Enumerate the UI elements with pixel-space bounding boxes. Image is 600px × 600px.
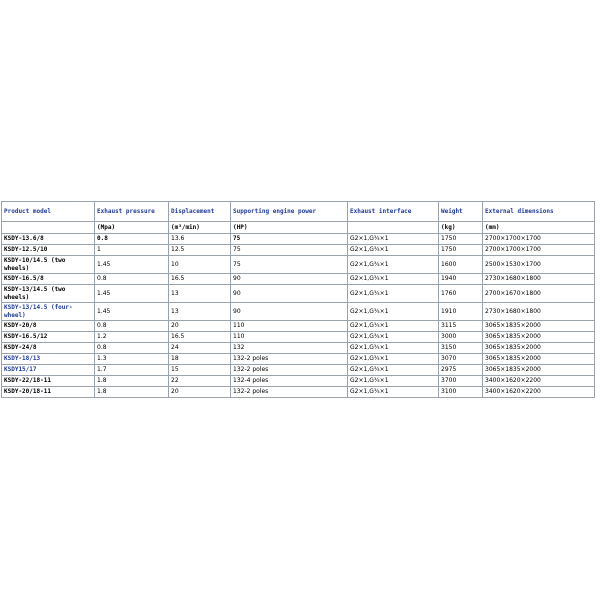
table-row — [2, 303, 595, 321]
unit-cell — [348, 222, 439, 234]
interface-cell: G2×1,G¾×1 — [348, 365, 439, 376]
dimensions-cell: 2700×1700×1700 — [483, 234, 595, 245]
table-row — [2, 256, 595, 274]
displacement-cell: 20 — [169, 321, 231, 332]
unit-cell: (m³/min) — [169, 222, 231, 234]
header-cell: Weight — [439, 202, 483, 222]
header-cell: Exhaust interface — [348, 202, 439, 222]
interface-cell: G2×1,G¾×1 — [348, 376, 439, 387]
power-cell: 90 — [231, 285, 348, 303]
dimensions-cell: 3065×1835×2000 — [483, 321, 595, 332]
power-cell: 132-4 poles — [231, 376, 348, 387]
table-row — [2, 343, 595, 354]
weight-cell: 2975 — [439, 365, 483, 376]
weight-cell: 3070 — [439, 354, 483, 365]
pressure-cell: 1.3 — [95, 354, 169, 365]
dimensions-cell: 3065×1835×2000 — [483, 365, 595, 376]
pressure-cell: 0.8 — [95, 274, 169, 285]
table-row — [2, 234, 595, 245]
pressure-cell: 1.45 — [95, 303, 169, 321]
power-cell: 90 — [231, 274, 348, 285]
unit-cell: (mm) — [483, 222, 595, 234]
power-cell: 75 — [231, 245, 348, 256]
unit-cell: (Mpa) — [95, 222, 169, 234]
interface-cell: G2×1,G¾×1 — [348, 321, 439, 332]
weight-cell: 1750 — [439, 245, 483, 256]
model-cell: KSDY-22/18-11 — [2, 376, 95, 387]
displacement-cell: 13 — [169, 303, 231, 321]
power-cell: 90 — [231, 303, 348, 321]
unit-cell — [2, 222, 95, 234]
interface-cell: G2×1,G¾×1 — [348, 285, 439, 303]
pressure-cell: 1 — [95, 245, 169, 256]
weight-cell: 3115 — [439, 321, 483, 332]
power-cell: 132-2 poles — [231, 354, 348, 365]
header-cell: Product model — [2, 202, 95, 222]
dimensions-cell: 2730×1680×1800 — [483, 303, 595, 321]
dimensions-cell: 3065×1835×2000 — [483, 343, 595, 354]
dimensions-cell: 3065×1835×2000 — [483, 354, 595, 365]
power-cell: 132-2 poles — [231, 387, 348, 398]
pressure-cell: 1.8 — [95, 387, 169, 398]
power-cell: 75 — [231, 256, 348, 274]
model-cell: KSDY-12.5/10 — [2, 245, 95, 256]
power-cell: 132 — [231, 343, 348, 354]
model-cell: KSDY-13.6/8 — [2, 234, 95, 245]
model-cell: KSDY-18/13 — [2, 354, 95, 365]
pressure-cell: 0.8 — [95, 321, 169, 332]
table-row — [2, 285, 595, 303]
displacement-cell: 22 — [169, 376, 231, 387]
displacement-cell: 16.5 — [169, 274, 231, 285]
weight-cell: 1750 — [439, 234, 483, 245]
model-cell: KSDY-13/14.5 (four-wheel) — [2, 303, 95, 321]
table-row — [2, 354, 595, 365]
displacement-cell: 18 — [169, 354, 231, 365]
pressure-cell: 1.8 — [95, 376, 169, 387]
displacement-cell: 13.6 — [169, 234, 231, 245]
pressure-cell: 0.8 — [95, 343, 169, 354]
displacement-cell: 13 — [169, 285, 231, 303]
weight-cell: 3150 — [439, 343, 483, 354]
weight-cell: 1600 — [439, 256, 483, 274]
pressure-cell: 1.2 — [95, 332, 169, 343]
weight-cell: 1940 — [439, 274, 483, 285]
interface-cell: G2×1,G¾×1 — [348, 354, 439, 365]
dimensions-cell: 2700×1700×1700 — [483, 245, 595, 256]
table-row — [2, 387, 595, 398]
displacement-cell: 12.5 — [169, 245, 231, 256]
pressure-cell: 0.8 — [95, 234, 169, 245]
units-row — [2, 222, 595, 234]
power-cell: 110 — [231, 332, 348, 343]
header-cell: Exhaust pressure — [95, 202, 169, 222]
interface-cell: G2×1,G¾×1 — [348, 303, 439, 321]
model-cell: KSDY-13/14.5 (two wheels) — [2, 285, 95, 303]
power-cell: 75 — [231, 234, 348, 245]
model-cell: KSDY-16.5/12 — [2, 332, 95, 343]
weight-cell: 3100 — [439, 387, 483, 398]
table-row — [2, 332, 595, 343]
weight-cell: 1760 — [439, 285, 483, 303]
table-row — [2, 376, 595, 387]
displacement-cell: 15 — [169, 365, 231, 376]
dimensions-cell: 3400×1620×2200 — [483, 376, 595, 387]
header-cell: External dimensions — [483, 202, 595, 222]
table-row — [2, 365, 595, 376]
interface-cell: G2×1,G¾×1 — [348, 234, 439, 245]
power-cell: 132-2 poles — [231, 365, 348, 376]
displacement-cell: 10 — [169, 256, 231, 274]
dimensions-cell: 2700×1670×1800 — [483, 285, 595, 303]
interface-cell: G2×1,G¾×1 — [348, 256, 439, 274]
pressure-cell: 1.45 — [95, 285, 169, 303]
model-cell: KSDY-10/14.5 (two wheels) — [2, 256, 95, 274]
weight-cell: 3700 — [439, 376, 483, 387]
unit-cell: (HP) — [231, 222, 348, 234]
interface-cell: G2×1,G¾×1 — [348, 332, 439, 343]
weight-cell: 1910 — [439, 303, 483, 321]
power-cell: 110 — [231, 321, 348, 332]
pressure-cell: 1.45 — [95, 256, 169, 274]
table-row — [2, 245, 595, 256]
header-cell: Supporting engine power — [231, 202, 348, 222]
model-cell: KSDY15/17 — [2, 365, 95, 376]
interface-cell: G2×1,G¾×1 — [348, 245, 439, 256]
model-cell: KSDY-16.5/8 — [2, 274, 95, 285]
dimensions-cell: 3400×1620×2200 — [483, 387, 595, 398]
pressure-cell: 1.7 — [95, 365, 169, 376]
model-cell: KSDY-20/18-11 — [2, 387, 95, 398]
dimensions-cell: 2730×1680×1800 — [483, 274, 595, 285]
table-header-row — [2, 202, 595, 222]
header-cell: Displacement — [169, 202, 231, 222]
table-row — [2, 274, 595, 285]
dimensions-cell: 3065×1835×2000 — [483, 332, 595, 343]
interface-cell: G2×1,G¾×1 — [348, 387, 439, 398]
displacement-cell: 16.5 — [169, 332, 231, 343]
interface-cell: G2×1,G¾×1 — [348, 274, 439, 285]
dimensions-cell: 2500×1530×1700 — [483, 256, 595, 274]
interface-cell: G2×1,G¾×1 — [348, 343, 439, 354]
spec-table — [1, 201, 595, 398]
displacement-cell: 20 — [169, 387, 231, 398]
model-cell: KSDY-20/8 — [2, 321, 95, 332]
unit-cell: (kg) — [439, 222, 483, 234]
table-row — [2, 321, 595, 332]
displacement-cell: 24 — [169, 343, 231, 354]
weight-cell: 3000 — [439, 332, 483, 343]
model-cell: KSDY-24/8 — [2, 343, 95, 354]
